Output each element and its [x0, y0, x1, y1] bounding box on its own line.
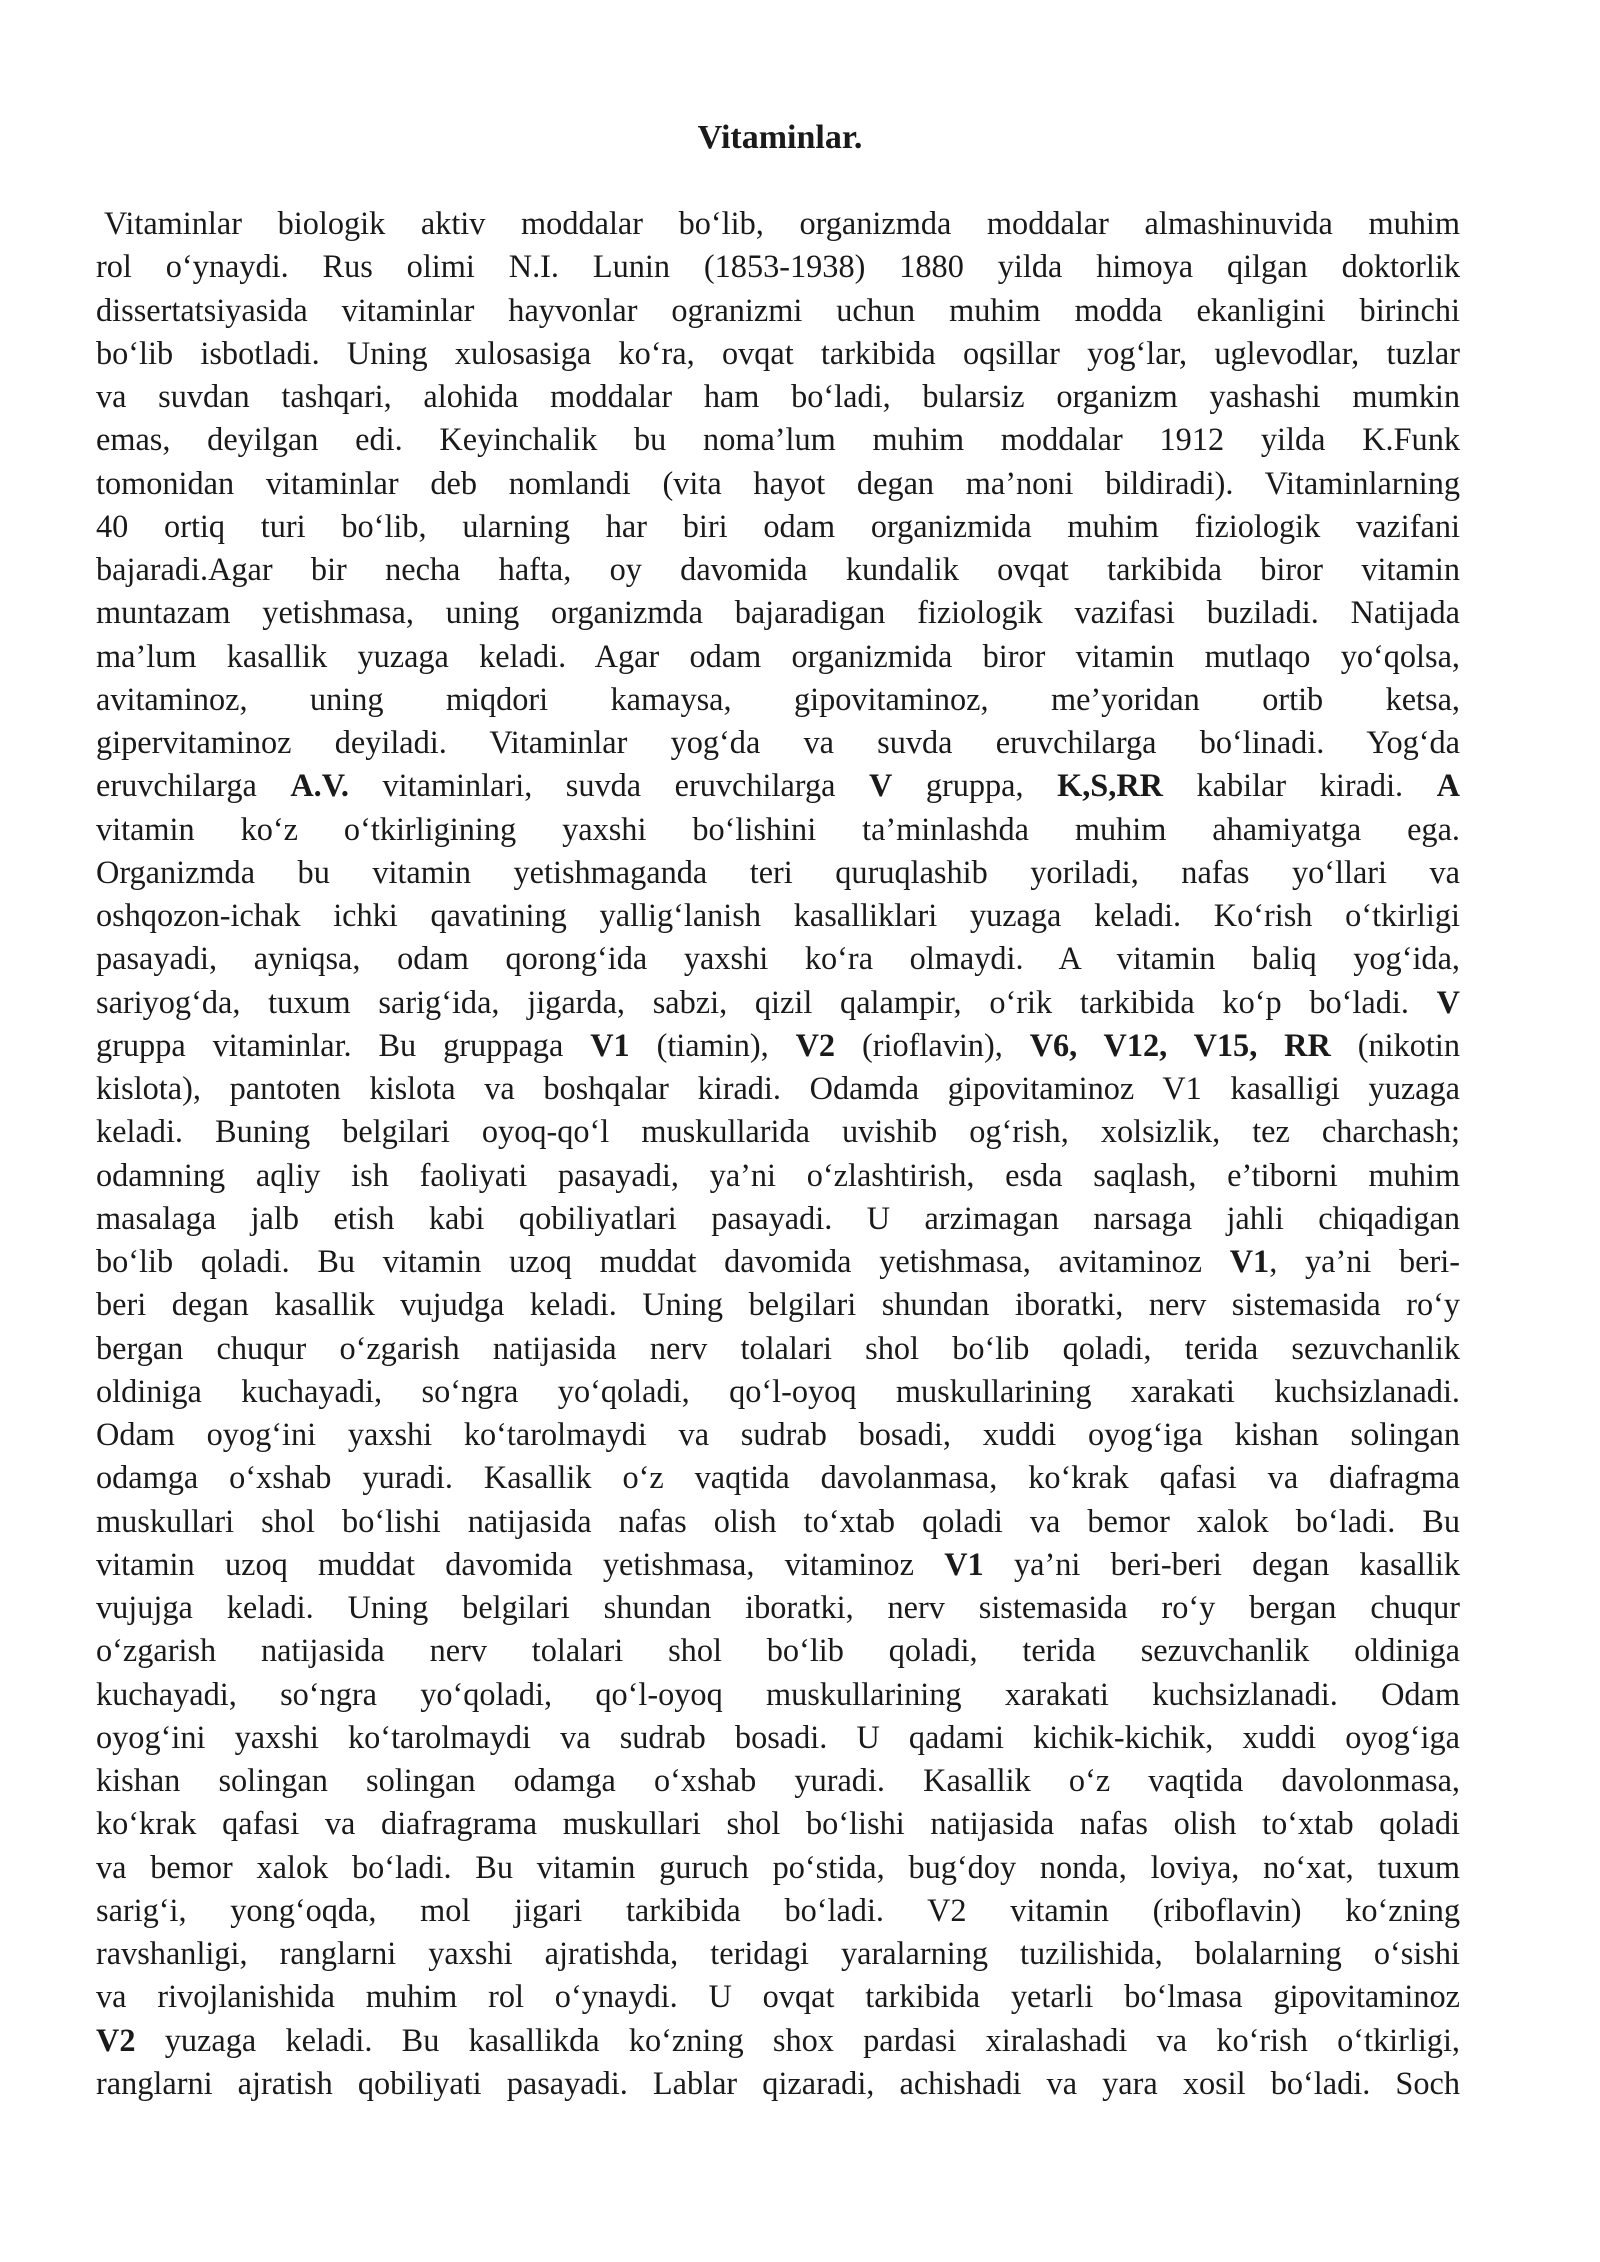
text-line [96, 591, 1460, 634]
text-line [96, 1586, 1460, 1629]
bold-text: V [868, 767, 893, 804]
bold-text: A.V. [290, 767, 349, 804]
text-line [96, 505, 1460, 548]
text-line [96, 289, 1460, 332]
text-line [96, 418, 1460, 461]
text-run: Vitaminlar biologik aktiv moddalar bo‘lib, organizmda moddalar almashinuvida muhim [104, 205, 1460, 241]
text-run: tomonidan vitaminlar deb nomlandi (vita hayot degan ma’noni bildiradi). Vitaminlarning [96, 464, 1460, 501]
text-line [96, 851, 1460, 894]
bold-text: V2 [795, 1026, 836, 1063]
text-line [96, 1629, 1460, 1672]
text-run: avitaminoz, uning miqdori kamaysa, gipovitaminoz, me’yoridan ortib ketsa, [96, 680, 1460, 717]
text-run: rol o‘ynaydi. Rus olimi N.I. Lunin (1853-1938) 1880 yilda himoya qilgan doktorlik [96, 248, 1460, 285]
text-run: vujujga keladi. Uning belgilari shundan iboratki, nerv sistemasida ro‘y bergan chuqur [96, 1589, 1460, 1625]
text-line [96, 2019, 1460, 2062]
text-run: kuchayadi, so‘ngra yo‘qoladi, qo‘l-oyoq muskullarining xarakati kuchsizlanadi. Odam [96, 1675, 1460, 1712]
text-run: muskullari shol bo‘lishi natijasida nafas olish to‘xtab qoladi va bemor xalok bo‘ladi. Bu [96, 1502, 1460, 1539]
text-run: oldiniga kuchayadi, so‘ngra yo‘qoladi, qo‘l-oyoq muskullarining xarakati kuchsizlanadi. [96, 1372, 1460, 1409]
text-run: odamga o‘xshab yuradi. Kasallik o‘z vaqtida davolanmasa, ko‘krak qafasi va diafragma [96, 1459, 1460, 1496]
text-line [96, 2062, 1460, 2105]
bold-text: A [1436, 767, 1460, 804]
document-body [96, 202, 1460, 2105]
text-run: bajaradi.Agar bir necha hafta, oy davomida kundalik ovqat tarkibida biror vitamin [96, 551, 1460, 587]
text-run: ko‘krak qafasi va diafragrama muskullari shol bo‘lishi natijasida nafas olish to‘xtab qoladi [96, 1805, 1460, 1842]
text-run: vitamin ko‘z o‘tkirligining yaxshi bo‘lishini ta’minlashda muhim ahamiyatga ega. [96, 810, 1460, 847]
text-run: 40 ortiq turi bo‘lib, ularning har biri odam organizmida muhim fiziologik vazifani [96, 507, 1460, 544]
text-run: bergan chuqur o‘zgarish natijasida nerv tolalari shol bo‘lib qoladi, terida sezuvchanlik [96, 1329, 1460, 1366]
text-run: (nikotin [1330, 1026, 1461, 1063]
text-run: dissertatsiyasida vitaminlar hayvonlar ogranizmi uchun muhim modda ekanligini birinchi [96, 291, 1460, 328]
document-title: Vitaminlar. [697, 119, 863, 156]
text-line [96, 1327, 1460, 1370]
text-run: va rivojlanishida muhim rol o‘ynaydi. U ovqat tarkibida yetarli bo‘lmasa gipovitaminoz [96, 1978, 1460, 2015]
text-run: pasayadi, ayniqsa, odam qorong‘ida yaxshi ko‘ra olmaydi. A vitamin baliq yog‘ida, [96, 940, 1460, 977]
text-run: (tiamin), [629, 1026, 796, 1063]
text-line [96, 1500, 1460, 1543]
text-line [96, 1759, 1460, 1802]
text-run: kabilar kiradi. [1163, 767, 1437, 804]
text-line [96, 1240, 1460, 1283]
text-line [96, 332, 1460, 375]
text-line [96, 1975, 1460, 2018]
text-line [96, 1456, 1460, 1499]
text-run: , ya’ni beri- [1269, 1243, 1460, 1279]
bold-text: K,S,RR [1057, 767, 1163, 804]
text-line [96, 678, 1460, 721]
text-run: ravshanligi, ranglarni yaxshi ajratishda, teridagi yaralarning tuzilishida, bolalarning o‘sishi [96, 1935, 1460, 1971]
text-run: masalaga jalb etish kabi qobiliyatlari pasayadi. U arzimagan narsaga jahli chiqadigan [96, 1199, 1460, 1236]
text-run: oshqozon-ichak ichki qavatining yallig‘lanish kasalliklari yuzaga keladi. Ko‘rish o‘tkirligi [96, 897, 1460, 933]
text-run: vitaminlari, suvda eruvchilarga [348, 767, 869, 804]
text-line [96, 635, 1460, 678]
text-line [96, 1543, 1460, 1586]
text-line [96, 1889, 1460, 1932]
text-line [96, 1716, 1460, 1759]
text-run: sariyog‘da, tuxum sarig‘ida, jigarda, sabzi, qizil qalampir, o‘rik tarkibida ko‘p bo‘ladi. [96, 983, 1437, 1020]
text-line [96, 375, 1460, 418]
text-run: Organizmda bu vitamin yetishmaganda teri quruqlashib yoriladi, nafas yo‘llari va [96, 853, 1460, 890]
text-run: vitamin uzoq muddat davomida yetishmasa, vitaminoz [96, 1545, 945, 1582]
bold-text: V1 [944, 1545, 984, 1582]
text-run: gipervitaminoz deyiladi. Vitaminlar yog‘da va suvda eruvchilarga bo‘linadi. Yog‘da [96, 724, 1460, 760]
text-run: ma’lum kasallik yuzaga keladi. Agar odam organizmida biror vitamin mutlaqo yo‘qolsa, [96, 637, 1460, 674]
text-line [96, 981, 1460, 1024]
text-line [96, 1197, 1460, 1240]
text-run: ya’ni beri-beri degan kasallik [983, 1545, 1461, 1582]
text-line [96, 1024, 1460, 1067]
text-line [96, 1370, 1460, 1413]
text-run: va bemor xalok bo‘ladi. Bu vitamin guruch po‘stida, bug‘doy nonda, loviya, no‘xat, tuxum [96, 1848, 1460, 1885]
text-line [96, 462, 1460, 505]
text-line [96, 1154, 1460, 1197]
text-run: va suvdan tashqari, alohida moddalar ham bo‘ladi, bularsiz organizm yashashi mumkin [96, 378, 1460, 414]
text-line [96, 808, 1460, 851]
text-line [96, 548, 1460, 591]
text-line [96, 1673, 1460, 1716]
text-run: (rioflavin), [835, 1026, 1030, 1063]
text-run: bo‘lib qoladi. Bu vitamin uzoq muddat davomida yetishmasa, avitaminoz [96, 1243, 1230, 1279]
text-line [96, 1413, 1460, 1456]
text-run: o‘zgarish natijasida nerv tolalari shol bo‘lib qoladi, terida sezuvchanlik oldiniga [96, 1632, 1460, 1669]
text-run: kishan solingan solingan odamga o‘xshab yuradi. Kasallik o‘z vaqtida davolonmasa, [96, 1762, 1460, 1798]
bold-text: V2 [96, 2021, 136, 2058]
text-line [96, 764, 1460, 807]
text-line [96, 894, 1460, 937]
text-line [96, 721, 1460, 764]
text-run: ranglarni ajratish qobiliyati pasayadi. Lablar qizaradi, achishadi va yara xosil bo‘ladi. Soch [96, 2064, 1460, 2101]
text-line [96, 1802, 1460, 1845]
text-line [96, 245, 1460, 288]
text-line [96, 1846, 1460, 1889]
text-run: odamning aqliy ish faoliyati pasayadi, ya’ni o‘zlashtirish, esda saqlash, e’tiborni muhim [96, 1156, 1460, 1193]
text-run: sarig‘i, yong‘oqda, mol jigari tarkibida bo‘ladi. V2 vitamin (riboflavin) ko‘zning [96, 1891, 1460, 1928]
text-run: gruppa, [892, 767, 1058, 804]
text-run: eruvchilarga [96, 767, 291, 804]
bold-text: V6, V12, V15, RR [1029, 1026, 1331, 1063]
text-run: gruppa vitaminlar. Bu gruppaga [96, 1026, 591, 1063]
text-line [96, 1067, 1460, 1110]
text-run: emas, deyilgan edi. Keyinchalik bu noma’lum muhim moddalar 1912 yilda K.Funk [96, 421, 1460, 458]
text-run: beri degan kasallik vujudga keladi. Uning belgilari shundan iboratki, nerv sistemasida ro‘y [96, 1286, 1460, 1323]
bold-text: V [1436, 983, 1460, 1020]
text-line [96, 1110, 1460, 1153]
bold-text: V1 [1229, 1243, 1270, 1279]
text-run: yuzaga keladi. Bu kasallikda ko‘zning shox pardasi xiralashadi va ko‘rish o‘tkirligi, [135, 2021, 1460, 2058]
text-line [96, 937, 1460, 980]
text-run: kislota), pantoten kislota va boshqalar kiradi. Odamda gipovitaminoz V1 kasalligi yuzaga [96, 1070, 1460, 1106]
text-line [96, 1283, 1460, 1326]
bold-text: V1 [590, 1026, 630, 1063]
text-run: muntazam yetishmasa, uning organizmda bajaradigan fiziologik vazifasi buziladi. Natijada [96, 594, 1460, 631]
text-line [96, 202, 1460, 245]
text-line [96, 1932, 1460, 1975]
text-run: keladi. Buning belgilari oyoq-qo‘l muskullarida uvishib og‘rish, xolsizlik, tez charchash; [96, 1113, 1460, 1150]
text-run: oyog‘ini yaxshi ko‘tarolmaydi va sudrab bosadi. U qadami kichik-kichik, xuddi oyog‘iga [96, 1718, 1460, 1755]
text-run: Odam oyog‘ini yaxshi ko‘tarolmaydi va sudrab bosadi, xuddi oyog‘iga kishan solingan [96, 1416, 1460, 1452]
text-run: bo‘lib isbotladi. Uning xulosasiga ko‘ra, ovqat tarkibida oqsillar yog‘lar, uglevodlar, tuzlar [96, 334, 1460, 371]
